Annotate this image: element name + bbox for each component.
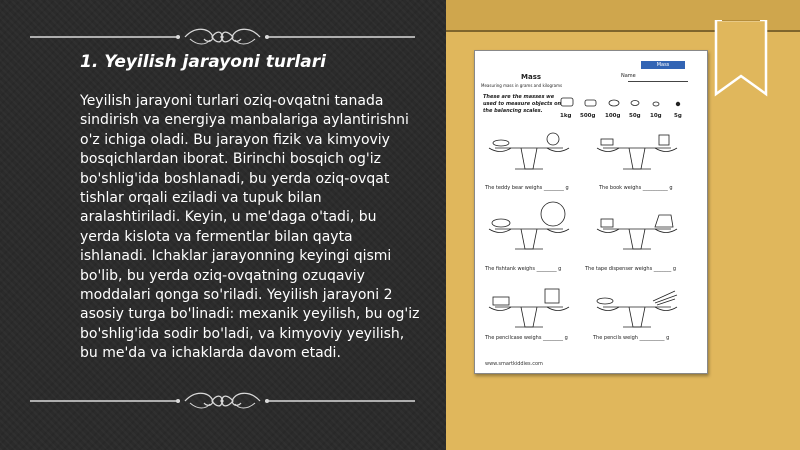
flourish-divider-bottom-icon <box>30 390 415 412</box>
worksheet-badge: Mass <box>641 61 685 69</box>
slide-title: 1. Yeyilish jarayoni turlari <box>80 52 326 72</box>
weight-label: 100g <box>605 113 621 119</box>
flourish-divider-top-icon <box>30 26 415 48</box>
worksheet-instruction: These are the masses we used to measure objects on the balancing scales. <box>483 94 562 114</box>
worksheet-caption: The book weighs __________ g <box>599 185 673 191</box>
worksheet-caption: The pencilcase weighs ________ g <box>485 335 568 341</box>
worksheet-caption: The pencils weigh __________ g <box>593 335 670 341</box>
worksheet-caption: The tape dispenser weighs _______ g <box>585 266 677 272</box>
weight-label: 1kg <box>560 113 572 119</box>
weight-label: 5g <box>674 113 682 119</box>
worksheet-caption: The teddy bear weighs ________ g <box>485 185 569 191</box>
balance-scales-illustration-icon <box>475 51 707 373</box>
worksheet-url: www.smartkiddies.com <box>485 361 543 367</box>
worksheet-title: Mass <box>521 73 542 81</box>
ribbon-bookmark-icon <box>712 20 770 98</box>
worksheet-name-label: Name <box>621 73 636 79</box>
worksheet-caption: The fishtank weighs ________ g <box>485 266 562 272</box>
weight-label: 50g <box>629 113 641 119</box>
slide-body-text: Yeyilish jarayoni turlari oziq-ovqatni tanada sindirish va energiya manbalariga aylantirishni o'z ichiga oladi. Bu jarayon fizik va kimyoviy bosqichlardan iborat. Birinchi bosqich og'iz bo'shlig'ida boshlanadi, bu yerda oziq-ovqat tishlar orqali eziladi va tupuk bilan aralashtiriladi. Keyin, u me'daga o'tadi, bu yerda kislota va fermentlar bilan qayta ishlanadi. Ichaklar jarayonning keyingi qismi bo'lib, bu yerda oziq-ovqatning ozuqaviy moddalari qonga so'riladi. Yeyilish jarayoni 2 asosiy turga bo'linadi: mexanik yeyilish, bu og'iz bo'shlig'ida sodir bo'ladi, va kimyoviy yeyilish, bu me'da va ichaklarda davom etadi. <box>80 93 420 362</box>
worksheet-subtitle: Measuring mass in grams and kilograms <box>481 83 563 88</box>
worksheet-image <box>474 50 708 374</box>
weight-label: 10g <box>650 113 662 119</box>
weight-label: 500g <box>580 113 596 119</box>
